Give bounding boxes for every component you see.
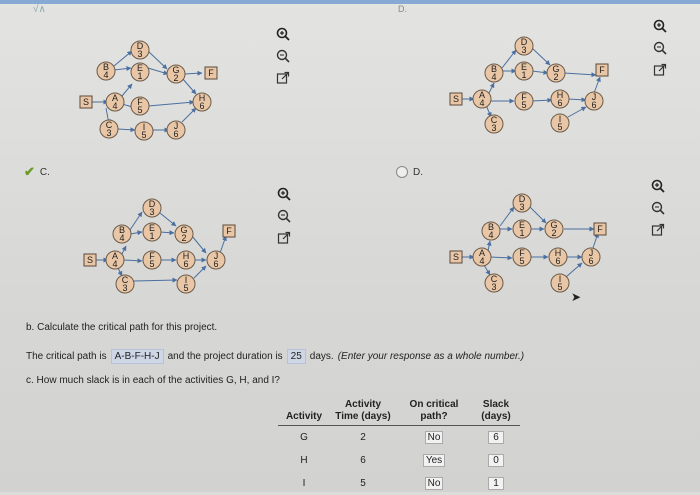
svg-text:I: I: [558, 114, 562, 124]
svg-text:2: 2: [181, 233, 187, 243]
svg-text:3: 3: [149, 207, 155, 217]
option-d-label: D.: [413, 166, 423, 178]
svg-text:F: F: [137, 97, 143, 107]
toolbar-d: [650, 178, 666, 238]
svg-text:1: 1: [149, 231, 155, 241]
toolbar-b: [652, 18, 668, 78]
svg-text:F: F: [597, 224, 603, 234]
header-critical: On critical path?: [409, 399, 459, 422]
svg-text:B: B: [102, 62, 110, 72]
svg-text:4: 4: [112, 259, 118, 269]
node-j: [582, 248, 600, 266]
node-h: [551, 90, 569, 108]
svg-text:6: 6: [591, 100, 597, 110]
svg-text:4: 4: [112, 101, 118, 111]
radio-button[interactable]: [396, 166, 408, 178]
option-d[interactable]: [396, 166, 423, 178]
zoom-out-icon[interactable]: [650, 200, 666, 216]
svg-text:1: 1: [519, 228, 525, 238]
slack-cell: [472, 426, 520, 450]
svg-text:5: 5: [137, 105, 143, 115]
svg-text:6: 6: [557, 98, 563, 108]
svg-text:B: B: [118, 225, 126, 235]
start-node-d: [450, 251, 462, 263]
svg-text:6: 6: [173, 129, 179, 139]
node-g: [175, 225, 193, 243]
svg-text:4: 4: [103, 70, 109, 80]
critical-select[interactable]: No: [425, 431, 444, 444]
svg-text:1: 1: [137, 71, 143, 81]
duration-suffix: days.: [309, 351, 334, 362]
svg-text:D: D: [136, 41, 144, 51]
svg-text:3: 3: [122, 283, 128, 293]
svg-text:F: F: [149, 251, 155, 261]
slack-cell: [472, 449, 520, 472]
finish-node-d: [594, 223, 606, 235]
svg-text:F: F: [599, 65, 605, 75]
critical-select[interactable]: No: [425, 477, 444, 490]
svg-text:3: 3: [521, 45, 527, 55]
svg-text:C: C: [105, 120, 113, 130]
start-node-a: [80, 96, 92, 108]
start-node-c: [84, 254, 96, 266]
finish-node-a: [205, 67, 217, 79]
svg-text:J: J: [173, 121, 179, 131]
slack-input[interactable]: 0: [488, 454, 504, 467]
slack-input[interactable]: 1: [488, 477, 504, 490]
node-b: [482, 222, 500, 240]
duration-answer[interactable]: 25: [287, 349, 306, 364]
top-cut-center: D.: [398, 4, 407, 14]
critical-middle: and the project duration is: [167, 351, 283, 362]
network-diagram-a: [78, 36, 238, 146]
finish-node-b: [596, 64, 608, 76]
node-g: [167, 65, 185, 83]
svg-text:D: D: [148, 199, 156, 209]
node-b: [97, 62, 115, 80]
slack-table: [278, 397, 520, 495]
header-time: Activity Time (days): [335, 399, 391, 422]
node-h: [193, 93, 211, 111]
node-a: [473, 90, 491, 108]
zoom-in-icon[interactable]: [652, 18, 668, 34]
svg-text:E: E: [148, 223, 156, 233]
node-g: [547, 64, 565, 82]
svg-text:H: H: [554, 248, 562, 258]
svg-text:H: H: [182, 251, 190, 261]
network-svg-b: [448, 33, 608, 143]
svg-text:5: 5: [557, 282, 563, 292]
toolbar-c: [276, 186, 292, 246]
svg-text:C: C: [121, 275, 129, 285]
finish-node-c: [223, 225, 235, 237]
svg-text:5: 5: [557, 122, 563, 132]
external-link-icon[interactable]: [652, 62, 668, 78]
svg-text:3: 3: [519, 202, 525, 212]
critical-cell: [396, 449, 472, 472]
svg-text:5: 5: [141, 130, 147, 140]
svg-text:3: 3: [137, 49, 143, 59]
svg-text:A: A: [111, 251, 119, 261]
time-cell: 6: [360, 455, 366, 466]
node-j: [207, 251, 225, 269]
svg-text:J: J: [588, 248, 594, 258]
svg-text:5: 5: [519, 256, 525, 266]
node-i: [135, 122, 153, 140]
node-j: [167, 121, 185, 139]
network-diagram-d: [448, 193, 608, 298]
network-svg-a: [78, 36, 238, 146]
question-c: c. How much slack is in each of the activities G, H, and I?: [26, 375, 280, 386]
svg-text:G: G: [172, 65, 180, 75]
critical-select[interactable]: Yes: [423, 454, 445, 467]
check-icon: ✔: [24, 164, 35, 179]
mouse-cursor-icon: ➤: [571, 290, 582, 304]
svg-text:F: F: [521, 92, 527, 102]
svg-text:J: J: [213, 251, 219, 261]
node-b: [485, 64, 503, 82]
svg-text:D: D: [520, 37, 528, 47]
node-i: [551, 114, 569, 132]
svg-text:A: A: [478, 248, 486, 258]
svg-text:D: D: [518, 194, 526, 204]
svg-text:E: E: [520, 62, 528, 72]
node-d: [143, 199, 161, 217]
network-svg-d: [448, 193, 608, 298]
duration-hint: (Enter your response as a whole number.): [337, 351, 525, 362]
svg-text:3: 3: [491, 282, 497, 292]
zoom-in-icon[interactable]: [276, 186, 292, 202]
svg-text:G: G: [550, 220, 558, 230]
svg-text:E: E: [518, 220, 526, 230]
node-g: [545, 220, 563, 238]
zoom-in-icon[interactable]: [275, 26, 291, 42]
zoom-in-icon[interactable]: [650, 178, 666, 194]
node-c: [485, 274, 503, 292]
svg-text:I: I: [558, 274, 562, 284]
node-f: [513, 248, 531, 266]
svg-text:5: 5: [149, 259, 155, 269]
top-cut-left: √∧: [33, 4, 46, 15]
node-a: [106, 93, 124, 111]
node-f: [143, 251, 161, 269]
svg-text:C: C: [490, 274, 498, 284]
activity-cell: H: [300, 455, 308, 466]
node-d: [515, 37, 533, 55]
svg-text:F: F: [519, 248, 525, 258]
svg-text:6: 6: [588, 256, 594, 266]
svg-text:A: A: [111, 93, 119, 103]
svg-text:I: I: [142, 122, 146, 132]
node-d: [513, 194, 531, 212]
svg-text:S: S: [452, 94, 460, 104]
network-diagram-c: [82, 198, 242, 298]
svg-text:S: S: [452, 252, 460, 262]
svg-text:J: J: [591, 92, 597, 102]
svg-text:G: G: [180, 225, 188, 235]
header-slack: Slack (days): [481, 399, 511, 422]
node-c: [100, 120, 118, 138]
svg-text:B: B: [490, 64, 498, 74]
node-c: [485, 115, 503, 133]
zoom-out-icon[interactable]: [276, 208, 292, 224]
zoom-out-icon[interactable]: [652, 40, 668, 56]
option-c-label: C.: [39, 166, 50, 178]
svg-text:E: E: [136, 63, 144, 73]
svg-text:H: H: [198, 93, 206, 103]
node-i: [177, 275, 195, 293]
node-i: [551, 274, 569, 292]
svg-text:5: 5: [183, 283, 189, 293]
svg-text:4: 4: [488, 230, 494, 240]
svg-text:4: 4: [491, 72, 497, 82]
node-d: [131, 41, 149, 59]
external-link-icon[interactable]: [276, 230, 292, 246]
svg-text:2: 2: [173, 73, 179, 83]
node-h: [177, 251, 195, 269]
node-f: [131, 97, 149, 115]
node-h: [549, 248, 567, 266]
critical-path-answer[interactable]: A-B-F-H-J: [111, 349, 164, 364]
node-a: [106, 251, 124, 269]
critical-cell: [396, 426, 472, 450]
network-diagram-b: [448, 33, 608, 143]
node-e: [513, 220, 531, 238]
svg-text:6: 6: [213, 259, 219, 269]
svg-text:5: 5: [521, 100, 527, 110]
svg-text:C: C: [490, 115, 498, 125]
node-b: [113, 225, 131, 243]
slack-table-header: [278, 397, 520, 426]
svg-text:2: 2: [553, 72, 559, 82]
svg-text:4: 4: [479, 256, 485, 266]
svg-text:B: B: [487, 222, 495, 232]
node-e: [143, 223, 161, 241]
table-row: [278, 426, 520, 450]
header-activity: Activity: [285, 411, 323, 422]
external-link-icon[interactable]: [650, 222, 666, 238]
node-c: [116, 275, 134, 293]
activity-cell: I: [302, 478, 306, 489]
svg-text:F: F: [226, 226, 232, 236]
svg-text:S: S: [82, 97, 90, 107]
table-row: [278, 449, 520, 472]
svg-text:1: 1: [521, 70, 527, 80]
svg-text:4: 4: [479, 98, 485, 108]
question-b: b. Calculate the critical path for this project.: [26, 322, 218, 333]
svg-text:6: 6: [555, 256, 561, 266]
time-cell: 5: [360, 478, 366, 489]
time-cell: 2: [360, 432, 366, 443]
svg-text:S: S: [86, 255, 94, 265]
svg-text:A: A: [478, 90, 486, 100]
option-c[interactable]: [24, 164, 50, 180]
svg-text:3: 3: [491, 123, 497, 133]
activity-cell: G: [300, 432, 308, 443]
svg-text:I: I: [184, 275, 188, 285]
network-svg-c: [82, 198, 242, 298]
node-e: [131, 63, 149, 81]
svg-text:6: 6: [199, 101, 205, 111]
svg-text:F: F: [208, 68, 214, 78]
svg-text:G: G: [552, 64, 560, 74]
node-a: [473, 248, 491, 266]
top-strip: [0, 0, 700, 4]
zoom-out-icon[interactable]: [275, 48, 291, 64]
svg-text:4: 4: [119, 233, 125, 243]
svg-text:6: 6: [183, 259, 189, 269]
critical-prefix: The critical path is: [26, 351, 107, 362]
external-link-icon[interactable]: [275, 70, 291, 86]
critical-path-sentence: [26, 349, 524, 364]
node-f: [515, 92, 533, 110]
node-e: [515, 62, 533, 80]
svg-text:3: 3: [106, 128, 112, 138]
start-node-b: [450, 93, 462, 105]
toolbar-a: [275, 26, 291, 86]
svg-text:H: H: [556, 90, 564, 100]
svg-text:2: 2: [551, 228, 557, 238]
node-j: [585, 92, 603, 110]
slack-input[interactable]: 6: [488, 431, 504, 444]
